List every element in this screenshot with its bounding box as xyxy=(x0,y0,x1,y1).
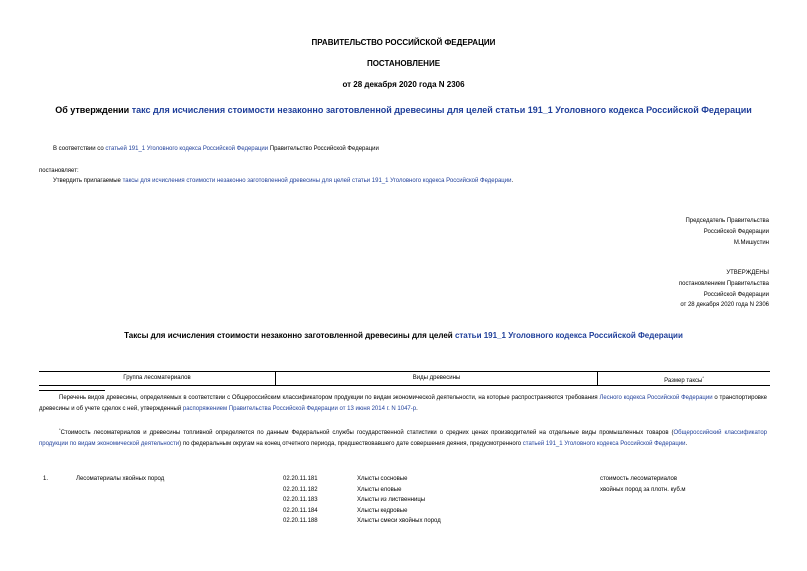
approved-line4: от 28 декабря 2020 года N 2306 xyxy=(680,302,769,308)
footnote-1-text-c: . xyxy=(416,406,418,412)
item-code: 02.20.11.181 xyxy=(283,476,318,482)
item-name: Хлысты из лиственницы xyxy=(357,497,426,503)
forest-code-link[interactable]: Лесного кодекса Российской Федерации xyxy=(599,395,713,401)
row-group-name: Лесоматериалы хвойных пород xyxy=(76,476,165,482)
column-header-species: Виды древесины xyxy=(412,375,461,381)
footnote-2 xyxy=(39,424,767,450)
government-order-link[interactable]: распоряжением Правительства Российской Федерации от 13 июня 2014 г. N 1047-р xyxy=(182,406,417,412)
footnote-2-mark: * xyxy=(59,427,61,432)
approved-line3: Российской Федерации xyxy=(703,292,769,298)
footnote-1-text-a: Перечень видов древесины, определяемых в соответствии с Общероссийским классификатором продукции по видам экономической деятельности, на которые распространяются требования xyxy=(59,395,600,401)
footnote-2-text-b: ) по федеральным округам на конец отчетного периода, предшествовавшего дате совершения деяния, предусмотренного xyxy=(179,441,523,447)
preamble-suffix: Правительство Российской Федерации xyxy=(268,146,379,152)
item-code: 02.20.11.183 xyxy=(283,497,318,503)
signature-name: М.Мишустин xyxy=(733,240,769,246)
title-prefix: Об утверждении xyxy=(55,105,132,115)
resolves-text: постановляет: xyxy=(39,168,79,174)
footnote-1-text-b: о транспортировке древесины и об учете сделок с ней, утвержденный xyxy=(39,395,767,412)
footnote-separator xyxy=(39,390,105,391)
column-header-rate xyxy=(598,375,770,384)
rate-value-line2: хвойных пород за плотн. куб.м xyxy=(600,487,686,493)
preamble-prefix: В соответствии со xyxy=(53,146,106,152)
preamble-link[interactable]: статьей 191_1 Уголовного кодекса Российской Федерации xyxy=(105,146,269,152)
item-name: Хлысты кедровые xyxy=(357,508,408,514)
item-name: Хлысты еловые xyxy=(357,487,402,493)
item-name: Хлысты сосновые xyxy=(357,476,408,482)
appendix-title xyxy=(0,331,807,340)
government-title: ПРАВИТЕЛЬСТВО РОССИЙСКОЙ ФЕДЕРАЦИИ xyxy=(311,38,496,47)
approve-paragraph xyxy=(53,178,513,184)
approved-line2: постановлением Правительства xyxy=(678,281,769,287)
item-name: Хлысты смеси хвойных пород xyxy=(357,518,441,524)
appendix-title-prefix: Таксы для исчисления стоимости незаконно заготовленной древесины для целей xyxy=(124,331,455,340)
approve-suffix: . xyxy=(511,178,514,184)
item-code: 02.20.11.182 xyxy=(283,487,318,493)
approve-link[interactable]: таксы для исчисления стоимости незаконно заготовленной древесины для целей статьи 191_1 Уголовного кодекса Российской Федерации xyxy=(122,178,512,184)
row-number: 1. xyxy=(43,476,49,482)
appendix-title-link[interactable]: статьи 191_1 Уголовного кодекса Российской Федерации xyxy=(454,331,683,340)
preamble xyxy=(53,146,379,152)
document-title xyxy=(0,105,807,115)
table-top-border xyxy=(39,371,770,372)
signature-line1: Председатель Правительства xyxy=(685,218,769,224)
criminal-code-link[interactable]: статьей 191_1 Уголовного кодекса Российской Федерации xyxy=(522,441,686,447)
footnote-2-text-a: Стоимость лесоматериалов и древесины топливной определяется по данным Федеральной службы государственной статистики о средних ценах производителей на отдельные виды промышленных товаров ( xyxy=(60,430,674,436)
document-date: от 28 декабря 2020 года N 2306 xyxy=(342,80,465,89)
rate-value-line1: стоимость лесоматериалов xyxy=(600,476,678,482)
footnote-1 xyxy=(39,393,767,415)
column-header-group: Группа лесоматериалов xyxy=(123,375,191,381)
footnote-2-text-c: . xyxy=(685,441,688,447)
document-type: ПОСТАНОВЛЕНИЕ xyxy=(366,59,441,68)
item-code: 02.20.11.184 xyxy=(283,508,318,514)
title-link[interactable]: такс для исчисления стоимости незаконно заготовленной древесины для целей статьи 191_1 Уголовного кодекса Российской Федерации xyxy=(131,105,752,115)
approved-line1: УТВЕРЖДЕНЫ xyxy=(726,270,769,276)
item-code: 02.20.11.188 xyxy=(283,518,318,524)
rate-footnote-mark[interactable]: * xyxy=(702,375,704,380)
rate-header-label: Размер таксы xyxy=(664,378,703,384)
table-header-border xyxy=(39,385,770,386)
signature-line2: Российской Федерации xyxy=(703,229,769,235)
approve-prefix: Утвердить прилагаемые xyxy=(53,178,123,184)
classifier-link[interactable]: Общероссийский классификатор продукции по видам экономической деятельности xyxy=(39,430,768,447)
